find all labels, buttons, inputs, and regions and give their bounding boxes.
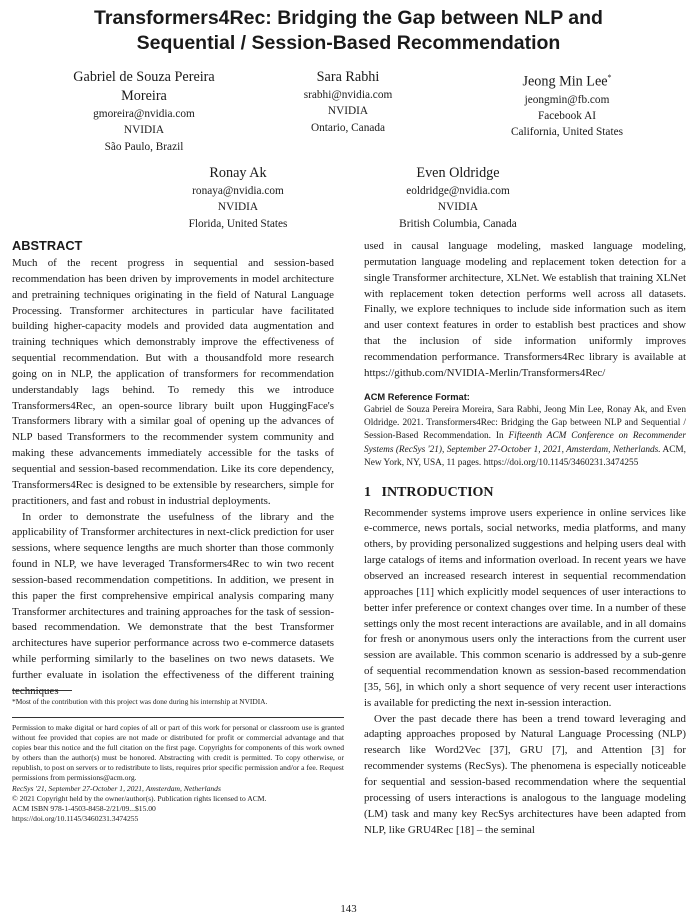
permission-block [12,723,344,824]
footnote-rule [12,690,72,691]
doi-link[interactable]: https://doi.org/10.1145/3460231.3474255 [12,813,139,823]
author-email[interactable]: srabhi@nvidia.com [303,89,393,101]
author-location: Ontario, Canada [310,121,386,134]
author-block-rabhi [248,68,448,136]
left-column [12,238,334,700]
author-org: NVIDIA [123,124,165,137]
author-org: NVIDIA [327,105,369,118]
copyright-line: © 2021 Copyright held by the owner/author(s). Publication rights licensed to ACM. [12,793,267,803]
acm-reference-heading: ACM Reference Format: [364,391,470,402]
intro-paragraph-1: Recommender systems improve users experience in online services like e-commerce, news portals, social networks, media platforms, and many others, by providing personalized suggestions and helping users deal with large catalogs of items and information overload. In recent years we have observed an increased research interest in sequential recommendation approaches [11] which explicitly model sequences of user interactions to better infer preference or context changes over time. In a number of these settings only the most recent interactions are available, and in all domains for fresh or anonymous users only the interactions from the current user session are available. This common scenario is addressed by a sub-genre of sequential recommendation known as session-based recommendation [35, 56], in which only a short sequence of very recent user interactions is available for predicting the next in-session interaction. [364,506,686,709]
author-location: British Columbia, Canada [399,217,517,230]
permission-text: Permission to make digital or hard copies of all or part of this work for personal or classroom use is granted without fee provided that copies are not made or distributed for profit or commercial advantage and that copies bear this notice and the full citation on the first page. Copyrights for components of this work owned by others than the author(s) must be honored. Abstracting with credit is permitted. To copy otherwise, or republish, to post on servers or to redistribute to lists, requires prior specific permission and/or a fee. Request permissions from permissions@acm.org. [12,723,344,783]
acm-ref-text: Gabriel de Souza Pereira Moreira, Sara Rabhi, Jeong Min Lee, Ronay Ak, and Even Oldridge. 2021. Transformers4Rec: Bridging the Gap between NLP and Sequential / Session-Based Recommendation. In [364,404,686,442]
isbn-line: ACM ISBN 978-1-4503-8458-2/21/09...$15.00 [12,803,156,813]
author-email[interactable]: ronaya@nvidia.com [192,185,284,197]
venue-text: RecSys '21, September 27-October 1, 2021, Amsterdam, Netherlands [12,783,221,793]
author-name-cont: Moreira [121,88,167,104]
author-block-oldridge [360,164,556,232]
author-email[interactable]: jeongmin@fb.com [524,93,610,106]
author-org: Facebook AI [537,110,597,123]
author-name: Even Oldridge [416,165,500,181]
author-location: California, United States [510,126,623,139]
intro-paragraph-2: Over the past decade there has been a trend toward leveraging and adapting approaches proposed by Natural Language Processing (NLP) research like Word2Vec [37], GRU [7], and Attention [3] for recommender systems (RecSys). The phenomena is especially noticeable for sequential and session-based recommendation where the sequential processing of users interactions is analogous to the language modeling (LM) task and many key RecSys architectures have been adapted from NLP, like GRU4Rec [18] – the seminal [364,712,686,836]
author-org: NVIDIA [217,201,259,214]
acm-reference-body [364,404,686,471]
abstract-paragraph-2-continued: used in causal language modeling, masked language modeling, permutation language modeling and replacement token detection for a single Transformer architecture, XLNet. We establish that training XLNet with replacement token detection performs well across all datasets. Finally, we explore techniques to include side information such as item and user context features in order to establish best practices and show that the inclusion of side information uniformly improves recommendation performance. Transformers4Rec library is available at https://github.com/NVIDIA-Merlin/Transformers4Rec/ [364,240,686,379]
conference-venue [12,784,344,794]
paper-title [20,6,677,56]
author-email[interactable]: gmoreira@nvidia.com [93,108,195,120]
author-name: Sara Rabhi [316,69,380,85]
acm-ref-conference: Fifteenth ACM Conference on Recommender Systems (RecSys '21), September 27-October 1, 2021, Amsterdam, Netherlands. [364,431,686,455]
footnote: *Most of the contribution with this project was done during his internship at NVIDIA. [12,697,268,706]
author-org: NVIDIA [437,201,479,214]
author-block-moreira [28,68,260,155]
abstract-paragraph-2: In order to demonstrate the usefulness of the library and the applicability of Transformer architectures in next-click prediction for user sessions, where sequence lengths are much shorter than those commonly found in NLP, we have leveraged Transformers4Rec to win two recent session-based recommendation competitions. In addition, we present in this paper the first comprehensive empirical analysis comparing many Transformer architectures and training approaches for the task of session-based recommendation. We demonstrate that the best Transformer architectures have superior performance across two e-commerce datasets while performing similarly to the baselines on two news datasets. We further evaluate in isolation the effectiveness of the different training techniques [12,510,334,697]
abstract-heading: ABSTRACT [12,238,83,253]
author-block-ak [148,164,328,232]
page-number: 143 [340,903,357,915]
right-column [364,239,686,838]
introduction-heading: 1 INTRODUCTION [364,484,494,500]
author-block-lee [476,68,658,141]
abstract-paragraph-1: Much of the recent progress in sequential and session-based recommendation has been driven by improvements in model architecture and pretraining techniques originating in the field of Natural Language Processing. Transformer architectures in particular have facilitated building higher-capacity models and provided data augmentation and training techniques which demonstrably improve the effectiveness of sequential recommendation. But with a thousandfold more research going on in NLP, the application of transformers for recommendation understandably lags behind. To remedy this we introduce Transformers4Rec, an open-source library built upon HuggingFace's Transformers library with a similar goal of opening up the advances of NLP based Transformers to the recommender system community and making these advancements immediately accessible for the tasks of sequential and session-based recommendation. Like its core dependency, Transformers4Rec is designed to be extensible by researchers, simple for practitioners, and fast and robust in industrial deployments. [12,257,334,507]
author-name: Ronay Ak [209,165,267,181]
author-location: Florida, United States [188,217,288,230]
author-footnote-mark: * [607,73,612,82]
author-name: Gabriel de Souza Pereira [73,69,215,85]
title-line-2: Sequential / Session-Based Recommendation [136,32,561,54]
acm-ref-doi: ACM, New York, NY, USA, 11 pages. https://doi.org/10.1145/3460231.3474255 [364,444,687,469]
author-email[interactable]: eoldridge@nvidia.com [406,185,510,197]
author-name [476,68,658,92]
title-line-1: Transformers4Rec: Bridging the Gap between NLP and [94,7,603,29]
author-location: São Paulo, Brazil [104,140,184,153]
author-name-text: Jeong Min Lee [522,73,608,90]
permission-rule [12,717,344,718]
